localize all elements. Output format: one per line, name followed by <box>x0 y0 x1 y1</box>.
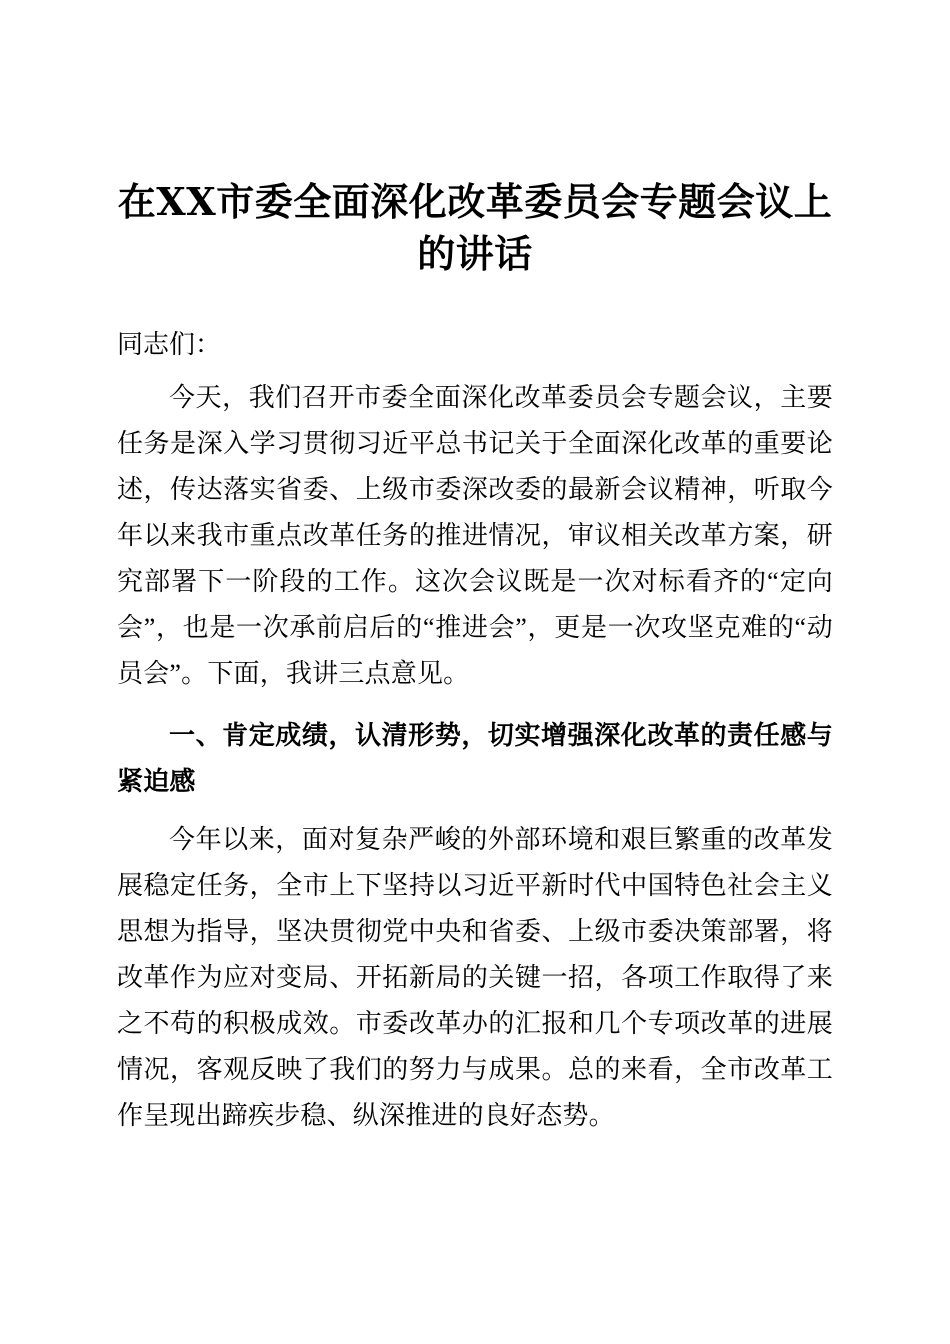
salutation: 同志们： <box>117 330 222 359</box>
section-heading-1: 一、肯定成绩，认清形势，切实增强深化改革的责任感与紧迫感 <box>117 721 833 796</box>
document-content-column <box>117 0 833 1139</box>
body-paragraph-2: 今年以来，面对复杂严峻的外部环境和艰巨繁重的改革发展稳定任务，全市上下坚持以习近平新时代中国特色社会主义思想为指导，坚决贯彻党中央和省委、上级市委决策部署，将改革作为应对变局、开拓新局的关键一招，各项工作取得了来之不苟的积极成效。市委改革办的汇报和几个专项改革的进展情况，客观反映了我们的努力与成果。总的来看，全市改革工作呈现出蹄疾步稳、纵深推进的良好态势。 <box>117 825 833 1130</box>
document-title: 在XX市委全面深化改革委员会专题会议上的讲话 <box>117 179 833 276</box>
body-paragraph-1: 今天，我们召开市委全面深化改革委员会专题会议，主要任务是深入学习贯彻习近平总书记关于全面深化改革的重要论述，传达落实省委、上级市委深改委的最新会议精神，听取今年以来我市重点改革任务的推进情况，审议相关改革方案，研究部署下一阶段的工作。这次会议既是一次对标看齐的“定向会”，也是一次承前启后的“推进会”，更是一次攻坚克难的“动员会”。下面，我讲三点意见。 <box>117 383 833 688</box>
